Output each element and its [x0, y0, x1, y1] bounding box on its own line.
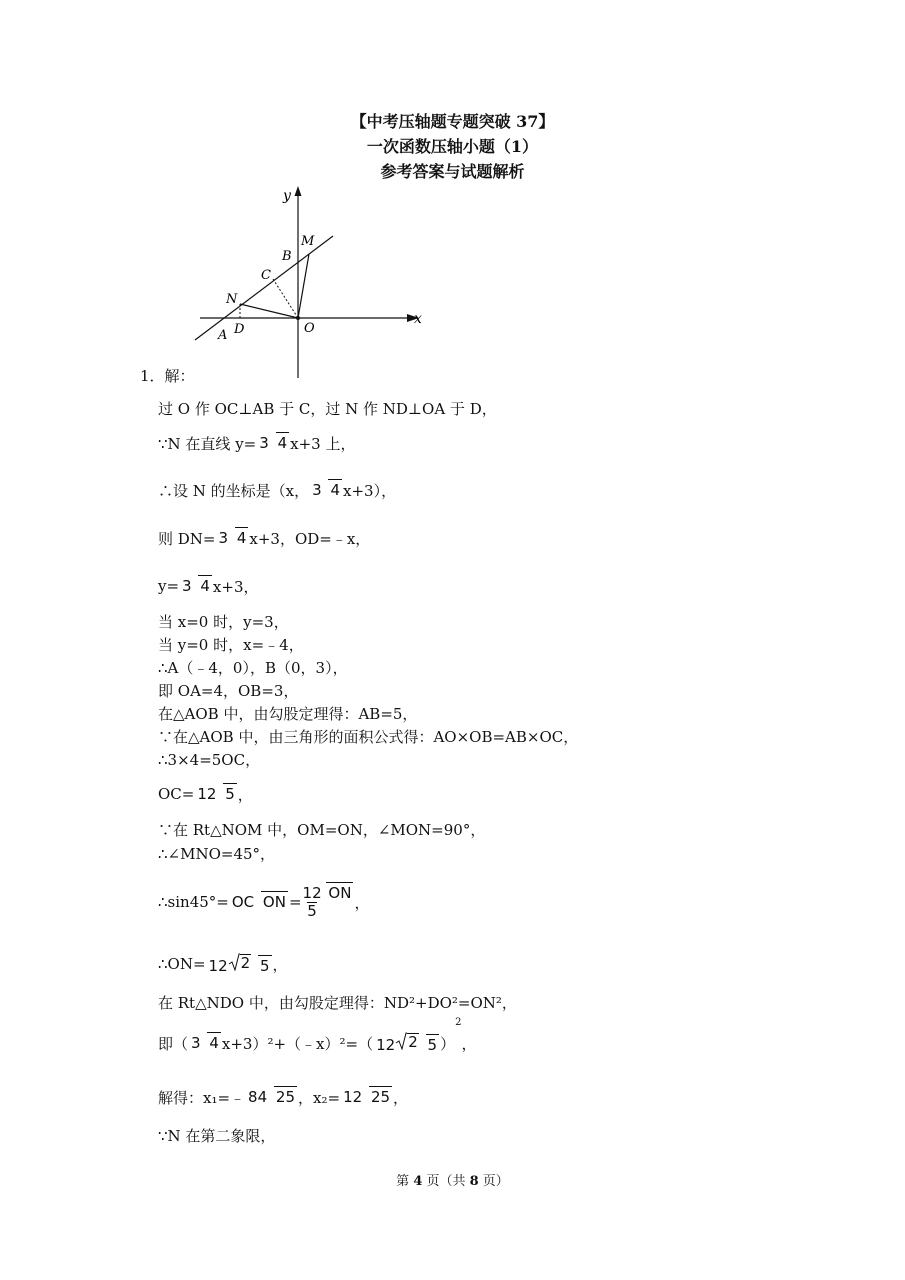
- solution-line: [158, 610, 848, 633]
- solution-line: [158, 633, 848, 656]
- fraction-numerator: OC: [231, 893, 255, 911]
- title-line-1: 【中考压轴题专题突破 37】: [350, 112, 555, 131]
- page-footer: [0, 1170, 905, 1189]
- fraction-numerator: 3: [259, 434, 269, 452]
- line-text: ∵在△AOB 中，由三角形的面积公式得：AO×OB=AB×OC，: [158, 728, 579, 746]
- label-b: B: [282, 249, 292, 264]
- line-text: ∴设 N 的坐标是（x，: [158, 481, 310, 500]
- line-text: 即 OA=4，OB=3，: [158, 682, 299, 700]
- solution-line: [158, 1015, 848, 1071]
- y-axis-arrow: [295, 186, 302, 196]
- line-text: x+3 上，: [290, 434, 356, 453]
- line-text: ∴∠MNO=45°，: [158, 844, 276, 863]
- fraction-numerator: 3: [218, 529, 229, 547]
- title-line-3: 参考答案与试题解析: [380, 162, 525, 181]
- coefficient: 12: [376, 1036, 396, 1054]
- fraction: [310, 481, 342, 499]
- solution-line: [158, 989, 848, 1015]
- footer-text: 页）: [478, 1174, 509, 1189]
- fraction-denominator: 5: [225, 785, 235, 803]
- fraction-denominator: ON: [328, 884, 352, 902]
- fraction: [180, 577, 212, 595]
- label-n: N: [226, 292, 238, 307]
- label-a: A: [218, 328, 228, 343]
- solution-line: [158, 466, 848, 514]
- line-text: 即（: [158, 1034, 189, 1053]
- line-text: 过 O 作 OC⊥AB 于 C，过 N 作 ND⊥OA 于 D，: [158, 399, 497, 418]
- fraction-numerator: 12: [343, 1088, 363, 1106]
- label-o: O: [304, 321, 315, 336]
- fraction-numerator: 3: [182, 577, 192, 595]
- fraction-denominator: 4: [209, 1034, 219, 1052]
- label-c: C: [261, 268, 271, 283]
- solution-line: [158, 679, 848, 702]
- line-text: x+3，OD=﹣x，: [249, 529, 371, 548]
- line-text: ∴3×4=5OC，: [158, 751, 261, 769]
- solution-line: [158, 702, 848, 725]
- title-line-2: 一次函数压轴小题（1）: [366, 137, 539, 156]
- fraction-numerator: [374, 1033, 425, 1055]
- solution-line: [158, 1123, 848, 1147]
- segment-om: [298, 254, 309, 318]
- solution-line: [158, 725, 848, 748]
- fraction: [341, 1088, 392, 1106]
- solution-line: [158, 748, 848, 771]
- label-x: x: [414, 311, 422, 327]
- line-text: 当 x=0 时，y=3，: [158, 613, 289, 631]
- line-text: ∴ON=: [158, 955, 206, 973]
- geometry-figure: [185, 182, 435, 382]
- solution-line: [158, 396, 848, 420]
- solution-line: [158, 817, 848, 841]
- line-text: ，x₂=: [298, 1088, 341, 1107]
- line-text: x+3，: [212, 577, 259, 596]
- line-text: x+3），: [343, 481, 397, 500]
- radical-sign: [395, 1032, 407, 1050]
- line-text: 在 Rt△NDO 中，由勾股定理得：ND²+DO²=ON²，: [158, 993, 517, 1012]
- solution-line: [158, 514, 848, 562]
- fraction-numerator: 84: [248, 1088, 268, 1106]
- solution-line: [158, 841, 848, 865]
- fraction-denominator: ON: [262, 893, 286, 911]
- fraction: [230, 893, 288, 911]
- radicand: 2: [240, 954, 251, 972]
- solution-line: [158, 939, 848, 989]
- line-text: ，: [237, 785, 253, 804]
- fraction-numerator: [207, 954, 258, 976]
- square-root: [228, 953, 252, 971]
- page-total: 8: [469, 1174, 479, 1189]
- line-text: y=: [158, 577, 180, 595]
- line-text: ，: [354, 893, 370, 912]
- fraction-denominator: 25: [275, 1088, 296, 1106]
- footer-text: 页（共: [422, 1174, 470, 1189]
- fraction: [207, 953, 272, 975]
- fraction-numerator: 12: [197, 785, 217, 803]
- line-text: ∵N 在第二象限，: [158, 1126, 276, 1145]
- coefficient: 12: [208, 957, 228, 975]
- fraction-denominator: 25: [370, 1088, 391, 1106]
- solution-body: [158, 396, 848, 1147]
- line-text: ∵N 在直线 y=: [158, 434, 257, 453]
- line-text: ∴A（﹣4，0），B（0，3），: [158, 659, 348, 677]
- fraction-denominator: 4: [236, 529, 247, 547]
- line-text: ）: [440, 1034, 456, 1053]
- fraction: [257, 434, 289, 452]
- solution-line: [158, 1071, 848, 1123]
- fraction-numerator: 3: [312, 481, 322, 499]
- fraction: [195, 785, 236, 803]
- line-text: 当 y=0 时，x=﹣4，: [158, 636, 304, 654]
- fraction-denominator: 4: [200, 577, 210, 595]
- fraction-denominator: 5: [259, 957, 270, 975]
- solution-line: [158, 771, 848, 817]
- line-text: ，: [461, 1034, 477, 1053]
- segment-on: [240, 304, 298, 318]
- line-text: ，: [272, 955, 288, 974]
- fraction-denominator: 5: [427, 1036, 438, 1054]
- inner-denominator: 5: [307, 902, 317, 920]
- solution-line: [158, 562, 848, 610]
- fraction: [374, 1032, 439, 1054]
- compound-fraction: [303, 884, 354, 920]
- fraction-denominator: 4: [330, 481, 340, 499]
- radicand: 2: [408, 1033, 418, 1051]
- fraction: [246, 1088, 297, 1106]
- label-m: M: [301, 234, 315, 249]
- fraction-numerator: [303, 885, 322, 920]
- fraction-numerator: 3: [191, 1034, 201, 1052]
- line-text: ∴sin45°=: [158, 893, 229, 911]
- question-number: 1．解：: [140, 367, 195, 385]
- point-o: [296, 316, 300, 320]
- line-text: 解得：x₁=﹣: [158, 1088, 246, 1107]
- label-d: D: [234, 322, 245, 337]
- solution-line: [158, 865, 848, 939]
- fraction: [189, 1034, 221, 1052]
- line-text: OC=: [158, 785, 195, 803]
- footer-text: 第: [396, 1174, 414, 1189]
- fraction: [217, 529, 249, 547]
- line-text: ∵在 Rt△NOM 中，OM=ON，∠MON=90°，: [158, 820, 486, 839]
- line-text: ，: [393, 1088, 409, 1107]
- square-root: [395, 1032, 419, 1050]
- line-text: x+3）²+（﹣x）²=（: [221, 1034, 374, 1053]
- solution-line: [158, 656, 848, 679]
- line-text: 则 DN=: [158, 529, 216, 548]
- page-number: 4: [413, 1174, 423, 1189]
- label-y: y: [283, 188, 291, 204]
- segment-oc-dashed: [273, 279, 298, 318]
- solution-line: [158, 420, 848, 466]
- line-text: 在△AOB 中，由勾股定理得：AB=5，: [158, 705, 418, 723]
- fraction-denominator: 4: [277, 434, 288, 452]
- exponent: 2: [455, 1017, 462, 1028]
- inner-numerator: 12: [302, 884, 322, 902]
- line-text: =: [288, 893, 302, 911]
- radical-sign: [228, 953, 240, 971]
